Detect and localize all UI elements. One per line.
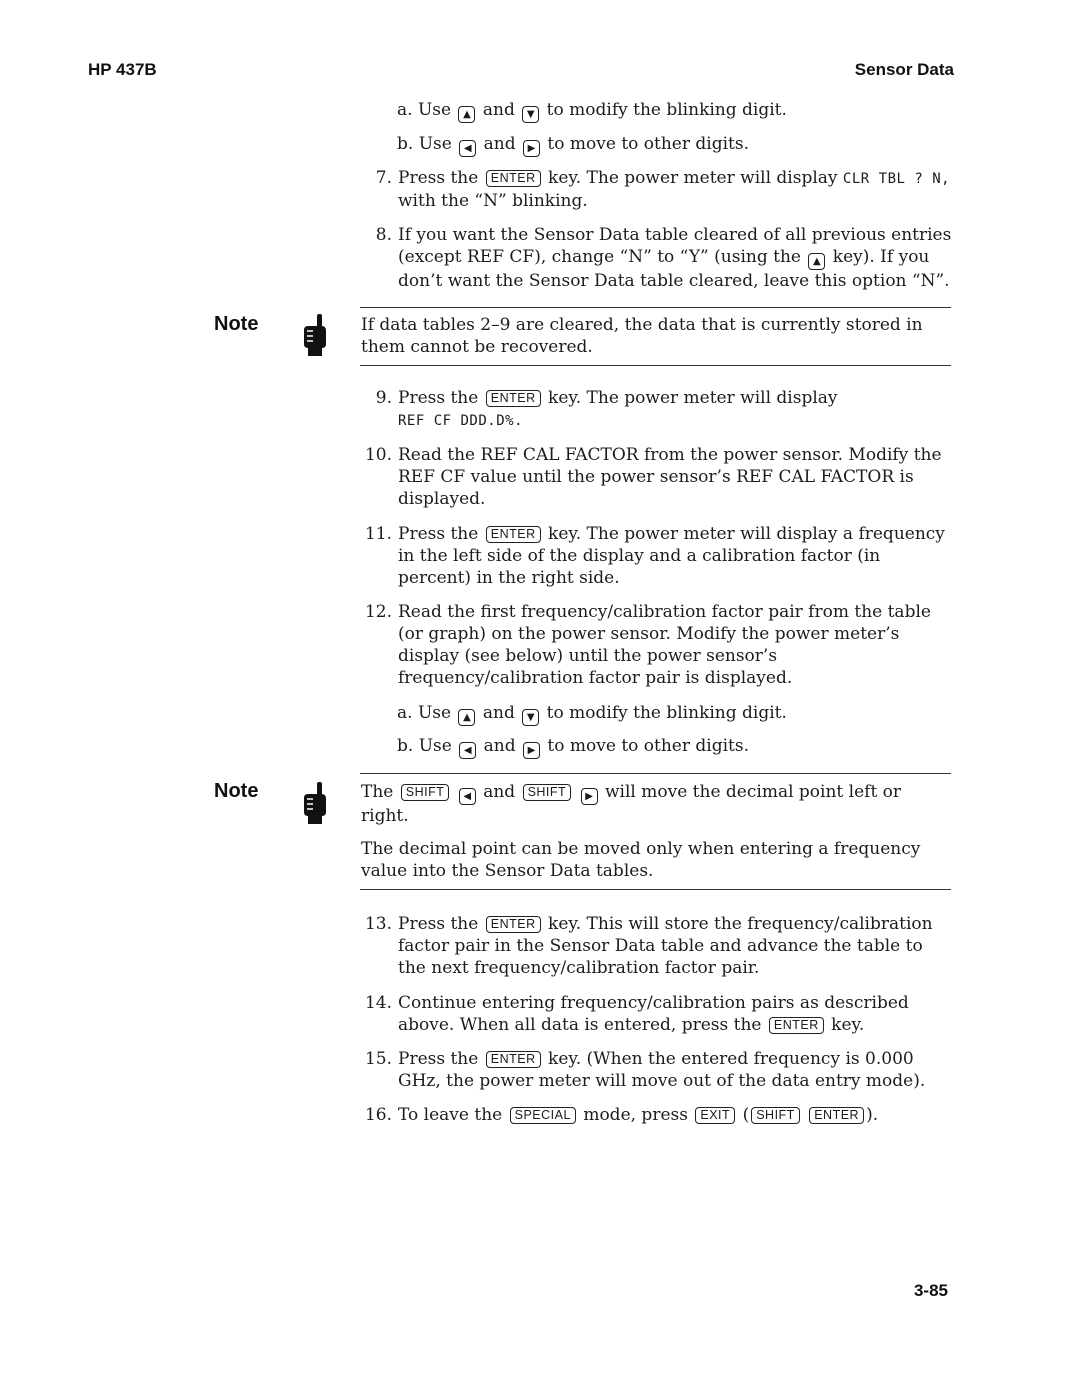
right-arrow-key-icon: ▶: [581, 788, 598, 805]
step-number: 13.: [364, 914, 392, 934]
left-arrow-key-icon: ◀: [459, 742, 476, 759]
step-number: 14.: [364, 993, 392, 1013]
shift-key-icon: SHIFT: [401, 784, 450, 801]
up-arrow-key-icon: ▲: [458, 709, 475, 726]
substep-a-bottom: a. Use ▲ and ▼ to modify the blinking digit.: [397, 702, 957, 726]
shift-key-icon: SHIFT: [751, 1107, 800, 1124]
step-number: 7.: [375, 168, 392, 188]
step-10: 10. Read the REF CAL FACTOR from the power sensor. Modify the REF CF value until the power sensor’s REF CAL FACTOR is displayed.: [360, 444, 952, 510]
header-model: HP 437B: [88, 60, 157, 79]
enter-key-icon: ENTER: [486, 170, 541, 187]
note-bottom-rule: [360, 365, 951, 366]
step-number: 10.: [364, 445, 392, 465]
display-readout: CLR TBL ? N,: [842, 171, 951, 187]
step-number: 9.: [375, 388, 392, 408]
note-label: Note: [214, 313, 259, 335]
step-number: 16.: [364, 1105, 392, 1125]
shift-key-icon: SHIFT: [523, 784, 572, 801]
step-13: 13. Press the ENTER key. This will store the frequency/calibration factor pair in the Sensor Data table and advance the table to the next frequency/calibration factor pair.: [360, 913, 952, 979]
step-number: 15.: [364, 1049, 392, 1069]
down-arrow-key-icon: ▼: [522, 709, 539, 726]
page-number: 3-85: [913, 1281, 948, 1300]
header-section-title: Sensor Data: [854, 60, 954, 79]
down-arrow-key-icon: ▼: [522, 106, 539, 123]
pointing-hand-icon: [300, 314, 328, 356]
exit-key-icon: EXIT: [695, 1107, 735, 1124]
substep-label: b.: [397, 134, 414, 154]
note-bottom-rule: [360, 889, 951, 890]
step-number: 8.: [375, 225, 392, 245]
right-arrow-key-icon: ▶: [523, 742, 540, 759]
step-15: 15. Press the ENTER key. (When the entered frequency is 0.000 GHz, the power meter will move out of the data entry mode).: [360, 1048, 952, 1092]
enter-key-icon: ENTER: [486, 1051, 541, 1068]
substep-label: b.: [397, 736, 414, 756]
display-readout: REF CF DDD.D%.: [398, 413, 524, 429]
step-12: 12. Read the first frequency/calibration factor pair from the table (or graph) on the power sensor. Modify the power meter’s display (see below) until the power sensor’s frequency/calibration factor pair is displayed.: [360, 601, 952, 689]
step-16: 16. To leave the SPECIAL mode, press EXIT ( SHIFT ENTER ).: [360, 1104, 952, 1126]
substep-a-top: a. Use ▲ and ▼ to modify the blinking digit.: [397, 99, 957, 123]
enter-key-icon: ENTER: [486, 390, 541, 407]
note-top-rule: [360, 307, 951, 308]
left-arrow-key-icon: ◀: [459, 140, 476, 157]
step-8: 8. If you want the Sensor Data table cleared of all previous entries (except REF CF), change “N” to “Y” (using the ▲ key). If you don’t want the Sensor Data table cleared, leave this option “N”.: [360, 224, 952, 292]
note-top-rule: [360, 773, 951, 774]
note-label: Note: [214, 780, 259, 802]
enter-key-icon: ENTER: [809, 1107, 864, 1124]
note-text: If data tables 2–9 are cleared, the data that is currently stored in them cannot be recovered.: [361, 315, 923, 357]
substep-b-top: b. Use ◀ and ▶ to move to other digits.: [397, 133, 957, 157]
step-7: 7. Press the ENTER key. The power meter will display CLR TBL ? N, with the “N” blinking.: [360, 167, 952, 212]
up-arrow-key-icon: ▲: [458, 106, 475, 123]
step-9: 9. Press the ENTER key. The power meter will display REF CF DDD.D%.: [360, 387, 952, 432]
step-11: 11. Press the ENTER key. The power meter will display a frequency in the left side of the display and a calibration factor (in percent) in the right side.: [360, 523, 952, 589]
substep-label: a.: [397, 100, 413, 120]
left-arrow-key-icon: ◀: [459, 788, 476, 805]
step-number: 12.: [364, 602, 392, 622]
substep-b-bottom: b. Use ◀ and ▶ to move to other digits.: [397, 735, 957, 759]
note-text-second-paragraph: The decimal point can be moved only when entering a frequency value into the Sensor Data tables.: [361, 839, 921, 881]
special-key-icon: SPECIAL: [510, 1107, 576, 1124]
up-arrow-key-icon: ▲: [808, 253, 825, 270]
enter-key-icon: ENTER: [769, 1017, 824, 1034]
enter-key-icon: ENTER: [486, 526, 541, 543]
substep-label: a.: [397, 703, 413, 723]
step-14: 14. Continue entering frequency/calibration pairs as described above. When all data is entered, press the ENTER key.: [360, 992, 952, 1036]
pointing-hand-icon: [300, 782, 328, 824]
step-number: 11.: [364, 524, 392, 544]
right-arrow-key-icon: ▶: [523, 140, 540, 157]
note-text: The SHIFT ◀ and SHIFT ▶ will move the decimal point left or right.: [361, 782, 902, 826]
enter-key-icon: ENTER: [486, 916, 541, 933]
